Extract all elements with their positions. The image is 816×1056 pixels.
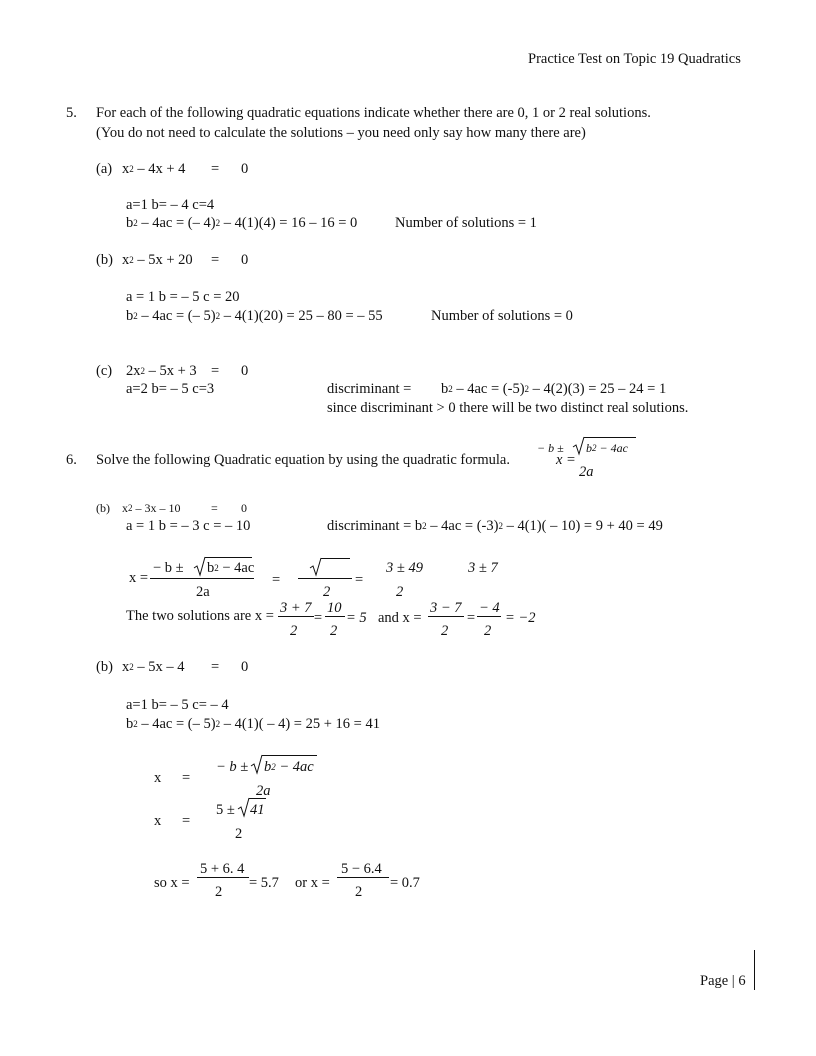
q5b-eq-equals: =: [211, 252, 220, 268]
q5a-disc-b: b: [126, 215, 134, 231]
q6p1-eq-equals: =: [211, 501, 218, 515]
q6p2-r1-eq: = 5.7: [249, 875, 279, 891]
q6p2-or-x: or x =: [295, 875, 330, 891]
q5b-discriminant: [126, 309, 383, 324]
q6p2-eqs1: =: [182, 770, 191, 786]
question-5-line-2: (You do not need to calculate the solutions – you need only say how many there are): [96, 125, 586, 141]
q6p1-f4-num: 3 ± 7: [468, 560, 498, 576]
q5c-coefficients: a=2 b= – 5 c=3: [126, 381, 215, 397]
q6p1-discriminant: [327, 519, 663, 534]
q6p2-disc-sup2: 2: [215, 719, 221, 729]
q6p1-coefficients: a = 1 b = – 3 c = – 10: [126, 518, 251, 534]
q6p2-r2-eq: = 0.7: [390, 875, 420, 891]
q5c-eq-equals: =: [211, 363, 220, 379]
page-header-title: Practice Test on Topic 19 Quadratics: [528, 51, 741, 67]
q5c-equation: [126, 364, 197, 379]
q5b-disc-end: – 4(1)(20) = 25 – 80 = – 55: [223, 308, 383, 324]
q5c-label: (c): [96, 363, 113, 379]
q5a-label: (a): [96, 161, 113, 177]
q6p1-s2-eq2: = −2: [505, 610, 536, 626]
question-5-line-1: For each of the following quadratic equations indicate whether there are 0, 1 or 2 real solutions.: [96, 105, 651, 121]
q6p1-f3-den: 2: [396, 584, 404, 600]
q6p1-s1-den: 2: [290, 623, 298, 639]
q6p2-fA-pre: − b ±: [216, 759, 249, 775]
q5c-disc-b: b: [441, 381, 449, 397]
q6p2-r2-fraction-bar: [337, 877, 389, 878]
q6p2-eq-equals: =: [211, 659, 220, 675]
q5a-coefficients: a=1 b= – 4 c=4: [126, 197, 215, 213]
quadratic-formula-radicand-b: b: [586, 441, 592, 455]
q6p1-s1-eq2: = 5: [346, 610, 367, 626]
q6p1-label: (b): [96, 501, 110, 515]
q6p1-s2-num2: − 4: [479, 600, 500, 616]
q6p1-and-x: and x =: [378, 610, 422, 626]
q6p2-eq-rest: – 5x – 4: [137, 659, 185, 675]
q5b-disc-mid: – 4ac = (– 5): [141, 308, 216, 324]
q5a-result: Number of solutions = 1: [395, 215, 537, 231]
q6p2-so-x: so x =: [154, 875, 190, 891]
quadratic-formula-num-pre: − b ±: [537, 441, 564, 455]
q5c-discriminant-label: discriminant =: [327, 381, 412, 397]
q6p1-f2-fraction-bar: [298, 578, 352, 579]
q5b-equation: [122, 253, 193, 268]
q5c-disc-sup1: 2: [448, 384, 453, 394]
q6p2-x1: x: [154, 770, 162, 786]
q6p2-fB-radical-bar: [249, 798, 266, 799]
quadratic-formula-den: 2a: [579, 464, 594, 480]
q6p2-fB-sqrt-sign: [238, 798, 250, 817]
q6p1-f2-den: 2: [323, 584, 331, 600]
q6p2-label: (b): [96, 659, 113, 675]
q6p2-r2-num: 5 − 6.4: [341, 861, 382, 877]
q6p2-fA-radicand: [264, 760, 314, 775]
q5c-disc-sup2: 2: [524, 384, 530, 394]
q5b-coefficients: a = 1 b = – 5 c = 20: [126, 289, 240, 305]
q6p2-fA-rad-b: b: [264, 759, 272, 775]
q5b-eq-rest: – 5x + 20: [137, 252, 193, 268]
q6p2-r2-den: 2: [355, 884, 363, 900]
q5a-disc-sup2: 2: [215, 218, 221, 228]
q6p2-equation: [122, 660, 185, 675]
q6p1-f1-num-pre: − b ±: [153, 560, 184, 576]
page-number: Page | 6: [700, 973, 746, 989]
q6p2-eq-rhs: 0: [241, 659, 249, 675]
q6p1-f1-sup: 2: [214, 563, 219, 573]
q6p1-f1-radical-bar: [205, 557, 252, 558]
question-6-number: 6.: [66, 452, 77, 468]
q6p1-equation: [122, 502, 181, 514]
q5a-disc-mid: – 4ac = (– 4): [141, 215, 216, 231]
q6p1-s2-num: 3 − 7: [430, 600, 462, 616]
q6p2-eqs2: =: [182, 813, 191, 829]
question-6-prompt: Solve the following Quadratic equation by using the quadratic formula.: [96, 452, 510, 468]
q6p2-r1-fraction-bar: [197, 877, 249, 878]
q5a-disc-sup1: 2: [133, 218, 138, 228]
q5c-disc-mid: – 4ac = (-5): [456, 381, 525, 397]
q6p1-eq-x: x: [122, 501, 128, 515]
q6p1-eq2: =: [355, 572, 364, 588]
q5c-disc-end: – 4(2)(3) = 25 – 24 = 1: [532, 381, 667, 397]
q5c-conclusion: since discriminant > 0 there will be two distinct real solutions.: [327, 400, 689, 416]
q6p1-s2-den2: 2: [484, 623, 492, 639]
q6p1-s2-fraction-bar-2: [477, 616, 501, 617]
q6p1-s2-fraction-bar: [428, 616, 464, 617]
q5c-eq-rest: – 5x + 3: [148, 363, 197, 379]
q6p2-disc-b: b: [126, 716, 134, 732]
q5a-discriminant: [126, 216, 357, 231]
q6p1-disc-mid: – 4ac = (-3): [430, 518, 499, 534]
quadratic-formula-lhs: x =: [556, 452, 576, 468]
q5c-eq-sup: 2: [140, 366, 145, 376]
q6p1-solutions-text: The two solutions are x =: [126, 608, 274, 624]
q6p1-s1-fraction-bar-2: [325, 616, 345, 617]
q6p1-eq-sup: 2: [128, 503, 133, 513]
q6p1-f2-sqrt-sign: [310, 558, 322, 576]
q6p2-r1-num: 5 + 6. 4: [200, 861, 245, 877]
q5a-eq-rhs: 0: [241, 161, 249, 177]
q5a-eq-equals: =: [211, 161, 220, 177]
q6p2-fB-den: 2: [235, 826, 243, 842]
q6p1-s1-fraction-bar: [278, 616, 314, 617]
quadratic-formula-radicand-rest: − 4ac: [599, 441, 628, 455]
q6p2-fA-den: 2a: [256, 783, 271, 799]
q6p1-disc-sup2: 2: [498, 521, 503, 531]
quadratic-formula-sqrt-sign: [573, 437, 585, 455]
q5b-disc-sup2: 2: [215, 311, 221, 321]
q6p2-eq-sup: 2: [129, 662, 134, 672]
q6p1-f1-rad-b: b: [207, 560, 215, 576]
q5a-eq-x: x: [122, 161, 130, 177]
q6p2-coefficients: a=1 b= – 5 c= – 4: [126, 697, 229, 713]
quadratic-formula-sup: 2: [592, 443, 597, 453]
q6p1-eq-rest: – 3x – 10: [135, 501, 181, 515]
q6p2-fB-pre: 5 ±: [216, 802, 235, 818]
q5b-disc-b: b: [126, 308, 134, 324]
quadratic-formula-radicand: [586, 442, 628, 454]
q6p1-x-lhs: x =: [129, 570, 149, 586]
q6p2-fB-rad: 41: [250, 802, 265, 818]
q5c-eq-rhs: 0: [241, 363, 249, 379]
q6p2-r1-den: 2: [215, 884, 223, 900]
q6p2-fA-sqrt-sign: [251, 755, 263, 774]
q5b-eq-sup: 2: [129, 255, 134, 265]
q5a-disc-end: – 4(1)(4) = 16 – 16 = 0: [223, 215, 358, 231]
q6p2-x2: x: [154, 813, 162, 829]
q6p1-f1-sqrt-sign: [194, 557, 206, 576]
q5c-eq-x: 2x: [126, 363, 141, 379]
q6p1-disc-end: – 4(1)( – 10) = 9 + 40 = 49: [506, 518, 663, 534]
q6p1-s2-eq1: =: [466, 610, 476, 626]
q6p1-f2-radical-bar: [321, 558, 350, 559]
q6p1-f1-rad-rest: − 4ac: [222, 560, 255, 576]
q5a-eq-rest: – 4x + 4: [137, 161, 186, 177]
q6p2-disc-sup1: 2: [133, 719, 138, 729]
q6p1-s1-den2: 2: [330, 623, 338, 639]
q6p1-s1-eq1: =: [313, 610, 323, 626]
q6p2-disc-end: – 4(1)( – 4) = 25 + 16 = 41: [223, 716, 380, 732]
q6p1-eq-rhs: 0: [241, 501, 247, 515]
q5a-eq-sup: 2: [129, 164, 134, 174]
footer-divider: [754, 950, 755, 990]
q6p2-fA-sup: 2: [271, 762, 276, 772]
q5b-eq-rhs: 0: [241, 252, 249, 268]
q6p1-f1-den: 2a: [196, 584, 210, 600]
q5b-result: Number of solutions = 0: [431, 308, 573, 324]
q5b-label: (b): [96, 252, 113, 268]
q5a-equation: [122, 162, 185, 177]
q6p1-disc-sup1: 2: [422, 521, 427, 531]
q6p1-f3-num: 3 ± 49: [386, 560, 423, 576]
q6p2-fA-rad-rest: − 4ac: [279, 759, 314, 775]
q6p1-f1-fraction-bar: [150, 578, 254, 579]
q6p2-discriminant: [126, 717, 380, 732]
q6p1-s1-num2: 10: [327, 600, 342, 616]
q6p2-eq-x: x: [122, 659, 130, 675]
quadratic-formula-vinculum: [584, 437, 636, 438]
q5c-discriminant: [441, 382, 666, 397]
q5b-eq-x: x: [122, 252, 130, 268]
q6p1-s2-den: 2: [441, 623, 449, 639]
q6p2-fA-radical-bar: [262, 755, 317, 756]
question-5-number: 5.: [66, 105, 77, 121]
q6p1-disc-label: discriminant = b: [327, 518, 423, 534]
q5b-disc-sup1: 2: [133, 311, 138, 321]
q6p1-f1-radicand: [207, 561, 254, 576]
q6p1-eq1: =: [272, 572, 281, 588]
q6p1-s1-num: 3 + 7: [280, 600, 312, 616]
q6p2-disc-mid: – 4ac = (– 5): [141, 716, 216, 732]
